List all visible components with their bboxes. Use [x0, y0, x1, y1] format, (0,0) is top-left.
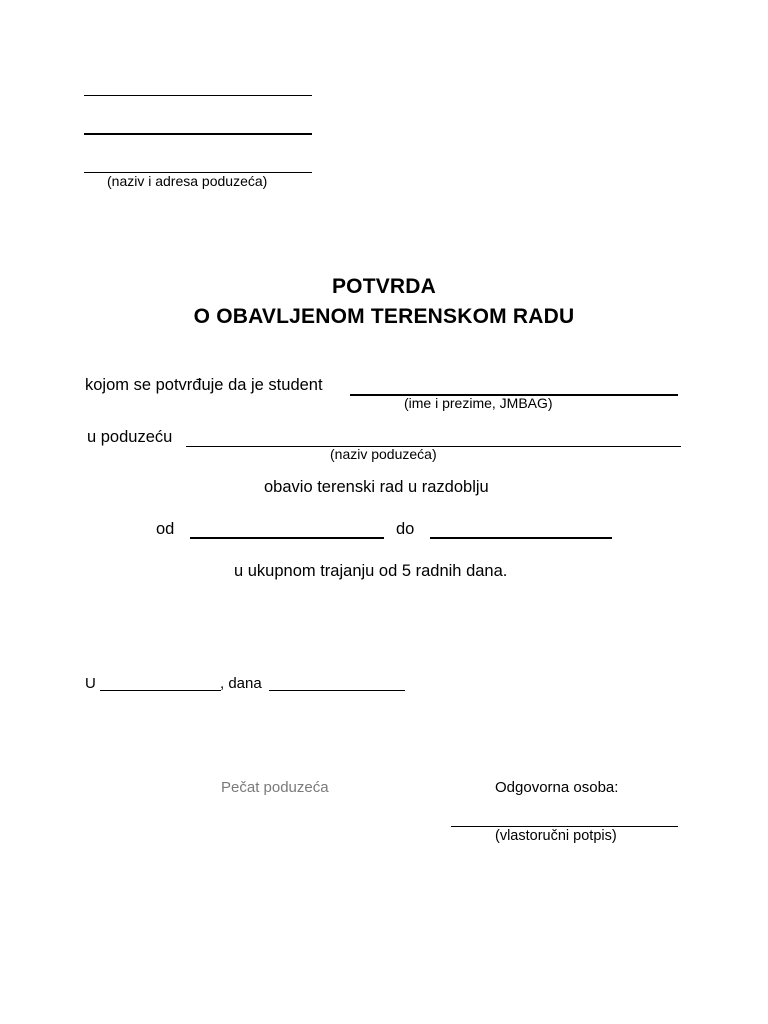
- student-prefix-text: kojom se potvrđuje da je student: [85, 376, 323, 394]
- signature-caption: (vlastoručni potpis): [495, 828, 617, 844]
- to-label: do: [396, 520, 415, 538]
- student-name-caption: (ime i prezime, JMBAG): [404, 395, 553, 411]
- company-address-line-1[interactable]: [84, 95, 312, 96]
- period-intro-text: obavio terenski rad u razdoblju: [264, 478, 489, 496]
- signature-line[interactable]: [451, 826, 678, 827]
- document-title: POTVRDA: [331, 275, 437, 298]
- document-subtitle: O OBAVLJENOM TERENSKOM RADU: [193, 305, 575, 328]
- date-line[interactable]: [269, 690, 405, 691]
- place-label: U: [85, 675, 96, 692]
- date-label: , dana: [220, 675, 262, 692]
- from-label: od: [156, 520, 175, 538]
- to-date-line[interactable]: [430, 537, 612, 539]
- company-address-caption: (naziv i adresa poduzeća): [107, 173, 268, 189]
- from-date-line[interactable]: [190, 537, 384, 539]
- company-prefix-text: u poduzeću: [87, 428, 173, 446]
- responsible-person-label: Odgovorna osoba:: [495, 779, 619, 796]
- company-stamp-label: Pečat poduzeća: [221, 779, 329, 796]
- company-address-line-2[interactable]: [84, 133, 312, 135]
- place-line[interactable]: [100, 690, 221, 691]
- duration-text: u ukupnom trajanju od 5 radnih dana.: [234, 562, 508, 580]
- company-name-caption: (naziv poduzeća): [330, 446, 437, 462]
